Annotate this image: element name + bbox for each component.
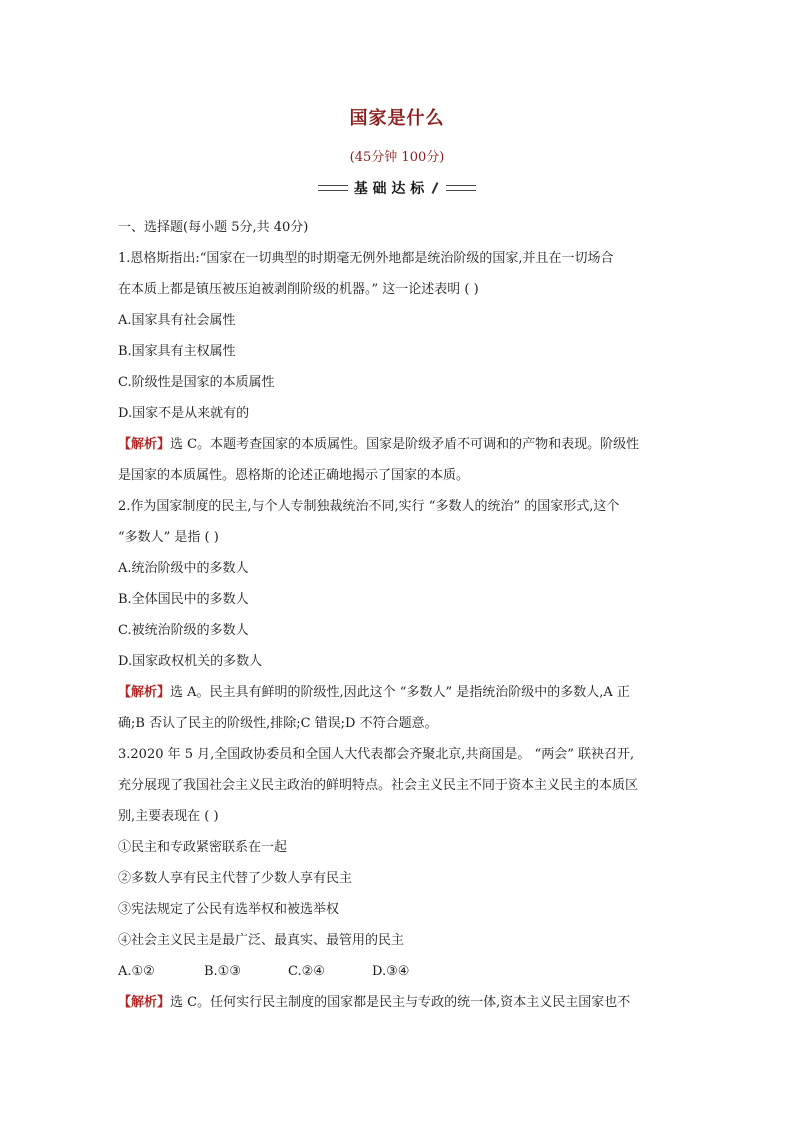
banner-label: 基 础 达 标 xyxy=(353,181,425,197)
question-3-statement-4: ④社会主义民主是最广泛、最真实、最管用的民主 xyxy=(118,933,405,948)
question-3-choice-d: D.③④ xyxy=(372,964,410,979)
question-1-analysis-line-2: 是国家的本质属性。恩格斯的论述正确地揭示了国家的本质。 xyxy=(118,468,470,483)
analysis-tag: 【解析】 xyxy=(118,995,171,1010)
analysis-text: 选 A。民主具有鲜明的阶级性,因此这个 “多数人” 是指统治阶级中的多数人,A 正 xyxy=(170,685,630,700)
page-title: 国家是什么 xyxy=(349,108,445,129)
question-1-option-b: B.国家具有主权属性 xyxy=(118,344,236,359)
question-2-stem-line-2: “多数人” 是指 ( ) xyxy=(118,530,219,545)
question-2-option-d: D.国家政权机关的多数人 xyxy=(118,654,263,669)
question-3-choice-c: C.②④ xyxy=(288,964,325,979)
pencil-icon xyxy=(430,182,440,194)
analysis-text: 选 C。本题考查国家的本质属性。国家是阶级矛盾不可调和的产物和表现。阶级性 xyxy=(170,437,640,452)
question-2-option-a: A.统治阶级中的多数人 xyxy=(118,561,249,576)
question-2-stem-line-1: 2.作为国家制度的民主,与个人专制独裁统治不同,实行 “多数人的统治” 的国家形式,这个 xyxy=(118,499,620,514)
question-3-statement-3: ③宪法规定了公民有选举权和被选举权 xyxy=(118,902,340,917)
banner-left-rule xyxy=(318,185,348,191)
banner-right-rule xyxy=(446,185,476,191)
question-1-stem-line-2: 在本质上都是镇压被压迫被剥削阶级的机器。” 这一论述表明 ( ) xyxy=(118,282,479,297)
question-3-stem-line-1: 3.2020 年 5 月,全国政协委员和全国人大代表都会齐聚北京,共商国是。 “两会” 联袂召开, xyxy=(118,747,635,762)
question-3-choices xyxy=(118,956,678,987)
question-3-stem-line-3: 别,主要表现在 ( ) xyxy=(118,809,219,824)
question-3-choice-a: A.①② xyxy=(118,964,155,979)
question-2-analysis-line-2: 确;B 否认了民主的阶级性,排除;C 错误;D 不符合题意。 xyxy=(118,716,438,731)
question-1-option-a: A.国家具有社会属性 xyxy=(118,313,236,328)
analysis-text: 选 C。任何实行民主制度的国家都是民主与专政的统一体,资本主义民主国家也不 xyxy=(170,995,631,1010)
question-3-stem-line-2: 充分展现了我国社会主义民主政治的鲜明特点。社会主义民主不同于资本主义民主的本质区 xyxy=(118,778,639,793)
question-1-option-c: C.阶级性是国家的本质属性 xyxy=(118,375,275,390)
question-1-option-d: D.国家不是从来就有的 xyxy=(118,406,250,421)
question-2-option-b: B.全体国民中的多数人 xyxy=(118,592,249,607)
section-heading: 一、选择题(每小题 5分,共 40分) xyxy=(118,220,309,235)
question-3-statement-1: ①民主和专政紧密联系在一起 xyxy=(118,840,288,855)
analysis-tag: 【解析】 xyxy=(118,685,171,700)
question-2-option-c: C.被统治阶级的多数人 xyxy=(118,623,249,638)
question-3-statement-2: ②多数人享有民主代替了少数人享有民主 xyxy=(118,871,353,886)
question-2-analysis-line-1 xyxy=(118,677,678,708)
time-and-score: (45分钟 100分) xyxy=(349,150,445,165)
question-3-analysis-line-1 xyxy=(118,987,678,1018)
section-banner xyxy=(0,178,794,198)
question-3-choice-b: B.①③ xyxy=(204,964,241,979)
question-1-analysis-line-1 xyxy=(118,429,678,460)
analysis-tag: 【解析】 xyxy=(118,437,171,452)
question-body xyxy=(118,212,678,1018)
question-1-stem-line-1: 1.恩格斯指出:“国家在一切典型的时期毫无例外地都是统治阶级的国家,并且在一切场合 xyxy=(118,251,614,266)
